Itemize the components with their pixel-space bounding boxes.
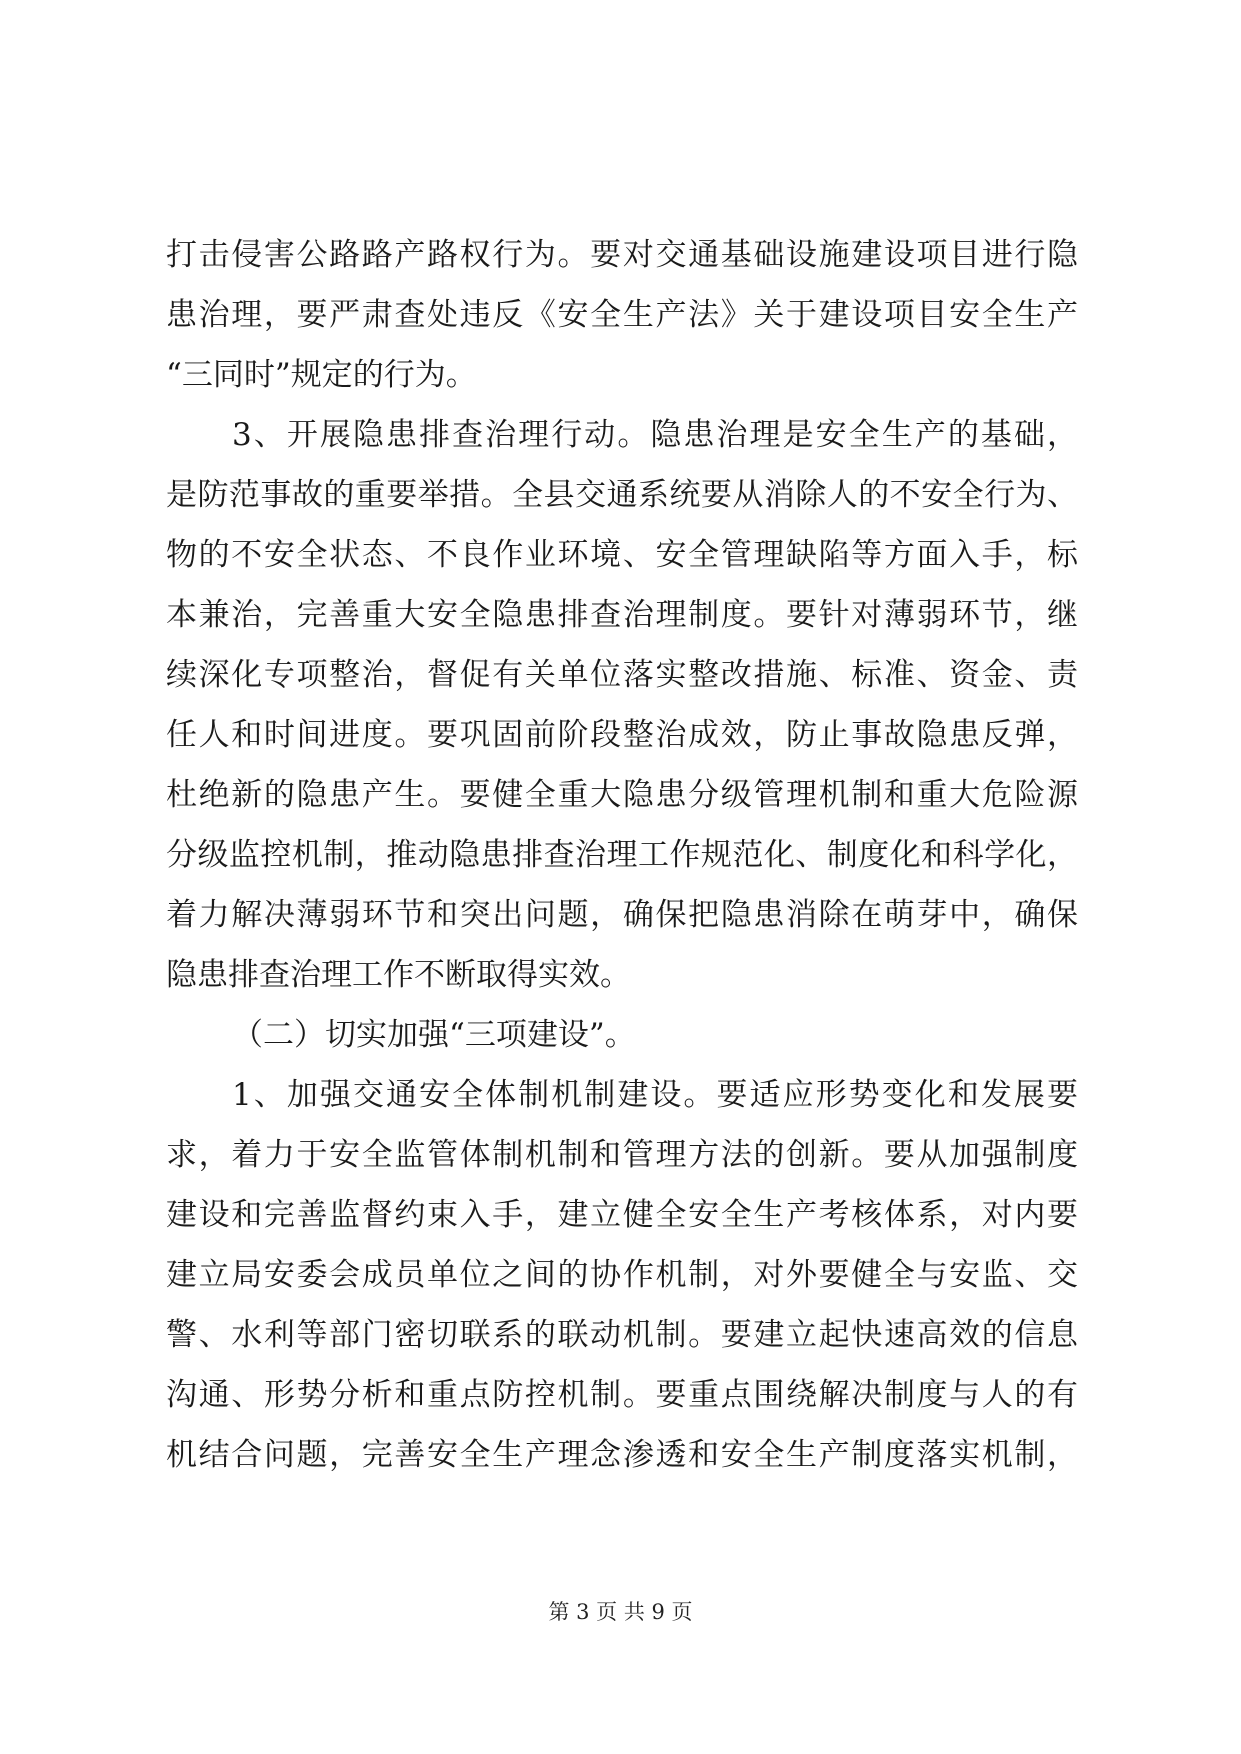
body-text-line: 打击侵害公路路产路权行为。要对交通基础设施建设项目进行隐	[166, 237, 1078, 273]
body-text-line: “三同时”规定的行为。	[166, 357, 477, 393]
body-text-line: 警、水利等部门密切联系的联动机制。要建立起快速高效的信息	[166, 1317, 1078, 1353]
body-text-line: 建立局安委会成员单位之间的协作机制，对外要健全与安监、交	[166, 1257, 1078, 1293]
paragraph-heading-line: 1、加强交通安全体制机制建设。要适应形势变化和发展要	[232, 1077, 1078, 1113]
body-text-line: 隐患排查治理工作不断取得实效。	[166, 957, 631, 993]
body-text-line: 患治理，要严肃查处违反《安全生产法》关于建设项目安全生产	[166, 297, 1078, 333]
body-text-line: 建设和完善监督约束入手，建立健全安全生产考核体系，对内要	[166, 1197, 1078, 1233]
body-text-line: 着力解决薄弱环节和突出问题，确保把隐患消除在萌芽中，确保	[166, 897, 1078, 933]
body-text-line: 分级监控机制，推动隐患排查治理工作规范化、制度化和科学化，	[166, 837, 1078, 873]
body-text-line: 任人和时间进度。要巩固前阶段整治成效，防止事故隐患反弹，	[166, 717, 1078, 753]
body-text-line: 续深化专项整治，督促有关单位落实整改措施、标准、资金、责	[166, 657, 1078, 693]
paragraph-heading-line: 3、开展隐患排查治理行动。隐患治理是安全生产的基础，	[232, 417, 1078, 453]
body-text-line: 沟通、形势分析和重点防控机制。要重点围绕解决制度与人的有	[166, 1377, 1078, 1413]
body-text-line: 物的不安全状态、不良作业环境、安全管理缺陷等方面入手，标	[166, 537, 1078, 573]
body-text-line: 求，着力于安全监管体制机制和管理方法的创新。要从加强制度	[166, 1137, 1078, 1173]
body-text-line: 机结合问题，完善安全生产理念渗透和安全生产制度落实机制，	[166, 1437, 1078, 1473]
page-number-footer: 第 3 页 共 9 页	[548, 1600, 693, 1624]
section-heading: （二）切实加强“三项建设”。	[232, 1017, 636, 1053]
body-text-line: 杜绝新的隐患产生。要健全重大隐患分级管理机制和重大危险源	[166, 777, 1078, 813]
body-text-line: 是防范事故的重要举措。全县交通系统要从消除人的不安全行为、	[166, 477, 1078, 513]
body-text-line: 本兼治，完善重大安全隐患排查治理制度。要针对薄弱环节，继	[166, 597, 1078, 633]
